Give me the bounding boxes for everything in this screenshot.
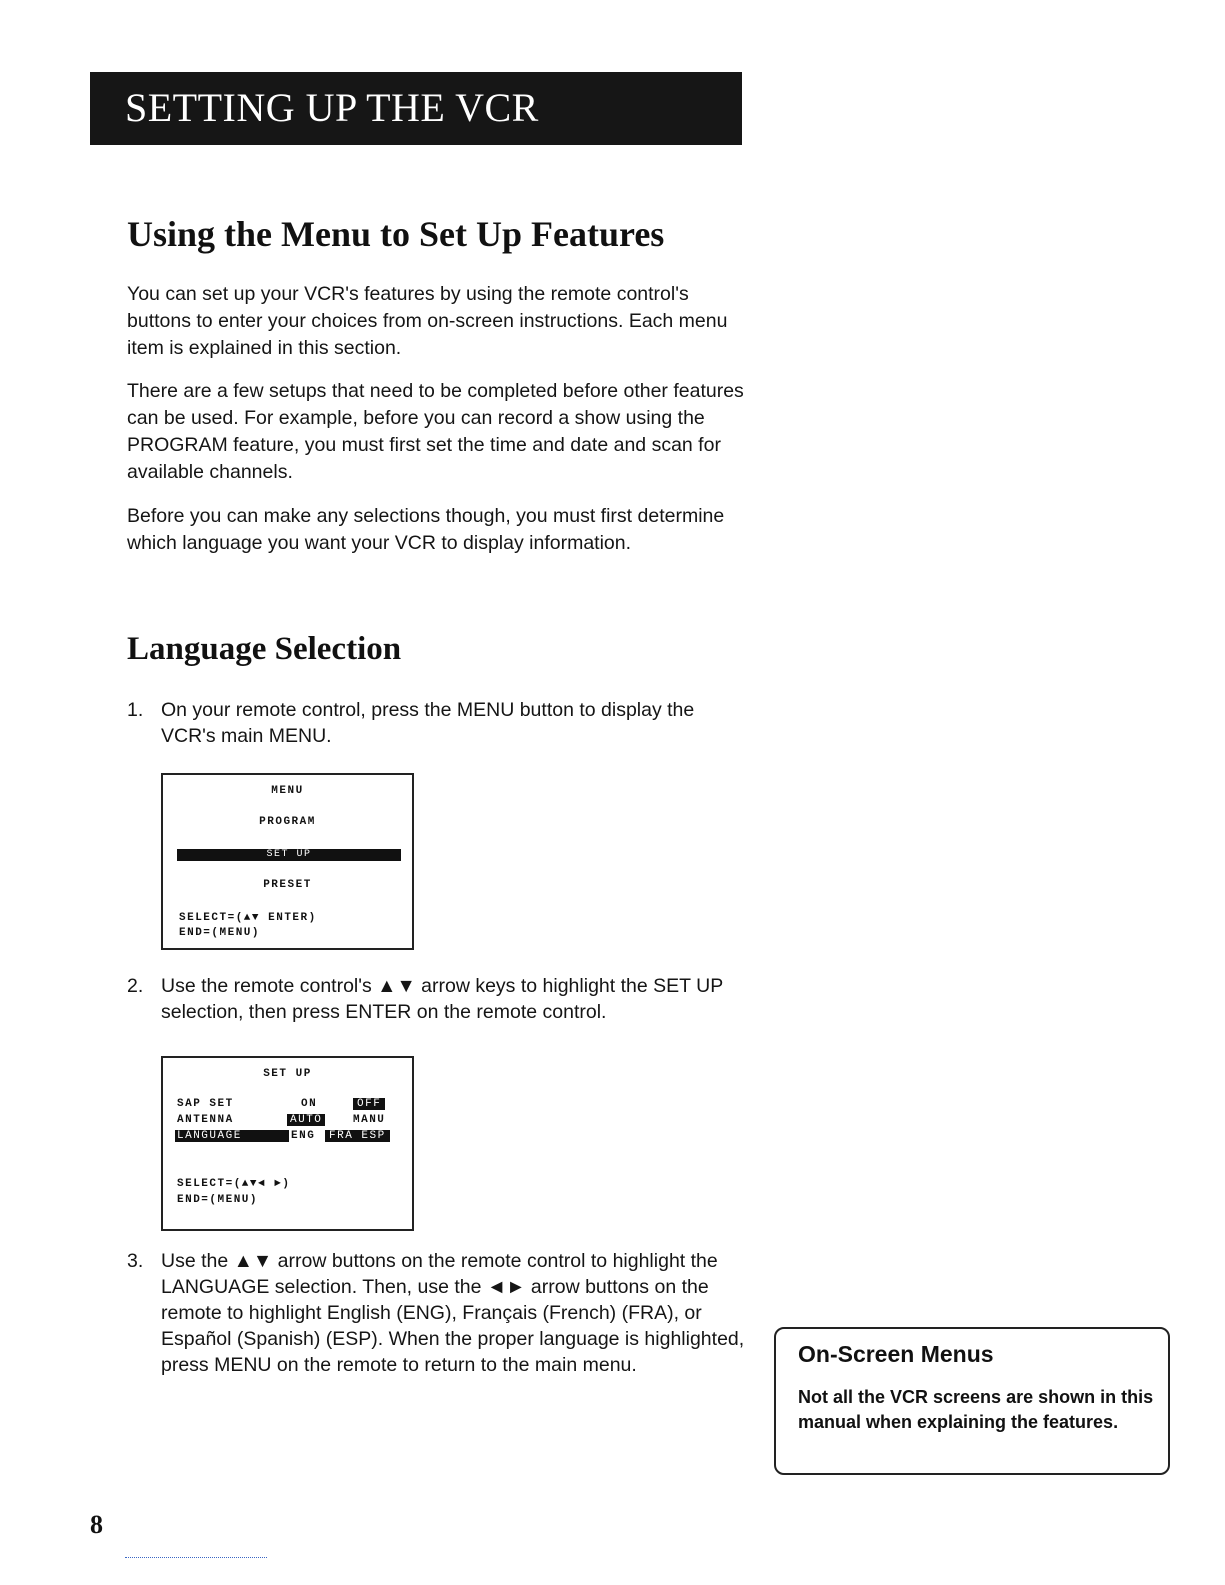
setup-row-label: SAP SET <box>177 1098 234 1110</box>
section-heading-language: Language Selection <box>127 631 402 667</box>
setup-end-hint: END=(MENU) <box>177 1194 259 1206</box>
setup-row-option: MANU <box>353 1114 386 1126</box>
page-number: 8 <box>90 1510 103 1539</box>
main-menu-screen <box>161 773 414 950</box>
footer-divider <box>125 1557 267 1558</box>
menu-item-preset: PRESET <box>263 879 312 891</box>
menu-screen-title: MENU <box>271 785 304 797</box>
menu-item-program: PROGRAM <box>259 816 316 828</box>
setup-select-hint: SELECT=(▲▼◄ ►) <box>177 1178 291 1190</box>
sidebar-title: On-Screen Menus <box>798 1341 994 1367</box>
menu-select-hint: SELECT=(▲▼ ENTER) <box>179 912 317 924</box>
step-number: 1. <box>127 699 144 721</box>
setup-menu-screen <box>161 1056 414 1231</box>
intro-paragraph-3: Before you can make any selections though, you must first determine which language you want your VCR to display information. <box>127 505 725 554</box>
setup-row-label: ANTENNA <box>177 1114 234 1126</box>
step-number: 3. <box>127 1250 144 1272</box>
step-text: On your remote control, press the MENU button to display the VCR's main MENU. <box>161 699 695 747</box>
chapter-header <box>90 72 742 145</box>
setup-row-option: ENG <box>291 1130 316 1142</box>
step-text: Use the ▲▼ arrow buttons on the remote control to highlight the LANGUAGE selection. Then, use the ◄► arrow buttons on the remote to highlight English (ENG), Français (French) (FRA), or Español (Spanish) (ESP). When the proper language is highlighted, press MENU on the remote to return to the main menu. <box>161 1250 745 1376</box>
section-heading-menu-setup: Using the Menu to Set Up Features <box>127 214 665 254</box>
menu-item-setup-highlighted: SET UP <box>177 849 401 861</box>
setup-row-option-highlighted: OFF <box>353 1098 385 1110</box>
chapter-title: SETTING UP THE VCR <box>125 85 539 130</box>
step-text: Use the remote control's ▲▼ arrow keys to highlight the SET UP selection, then press ENTER on the remote control. <box>161 975 723 1023</box>
setup-row-option-highlighted: AUTO <box>287 1114 325 1126</box>
step-number: 2. <box>127 975 144 997</box>
setup-screen-title: SET UP <box>263 1068 312 1080</box>
note-sidebar <box>774 1327 1170 1475</box>
sidebar-body: Not all the VCR screens are shown in this manual when explaining the features. <box>798 1387 1154 1432</box>
intro-paragraph-1: You can set up your VCR's features by using the remote control's buttons to enter your choices from on-screen instructions. Each menu item is explained in this section. <box>127 283 728 359</box>
setup-row-option: ON <box>301 1098 318 1110</box>
intro-paragraph-2: There are a few setups that need to be completed before other features can be used. For example, before you can record a show using the PROGRAM feature, you must first set the time and date and scan for available channels. <box>127 380 744 483</box>
menu-end-hint: END=(MENU) <box>179 927 261 939</box>
setup-row-option-highlighted: FRA ESP <box>325 1130 390 1142</box>
setup-row-label-highlighted: LANGUAGE <box>175 1130 289 1142</box>
